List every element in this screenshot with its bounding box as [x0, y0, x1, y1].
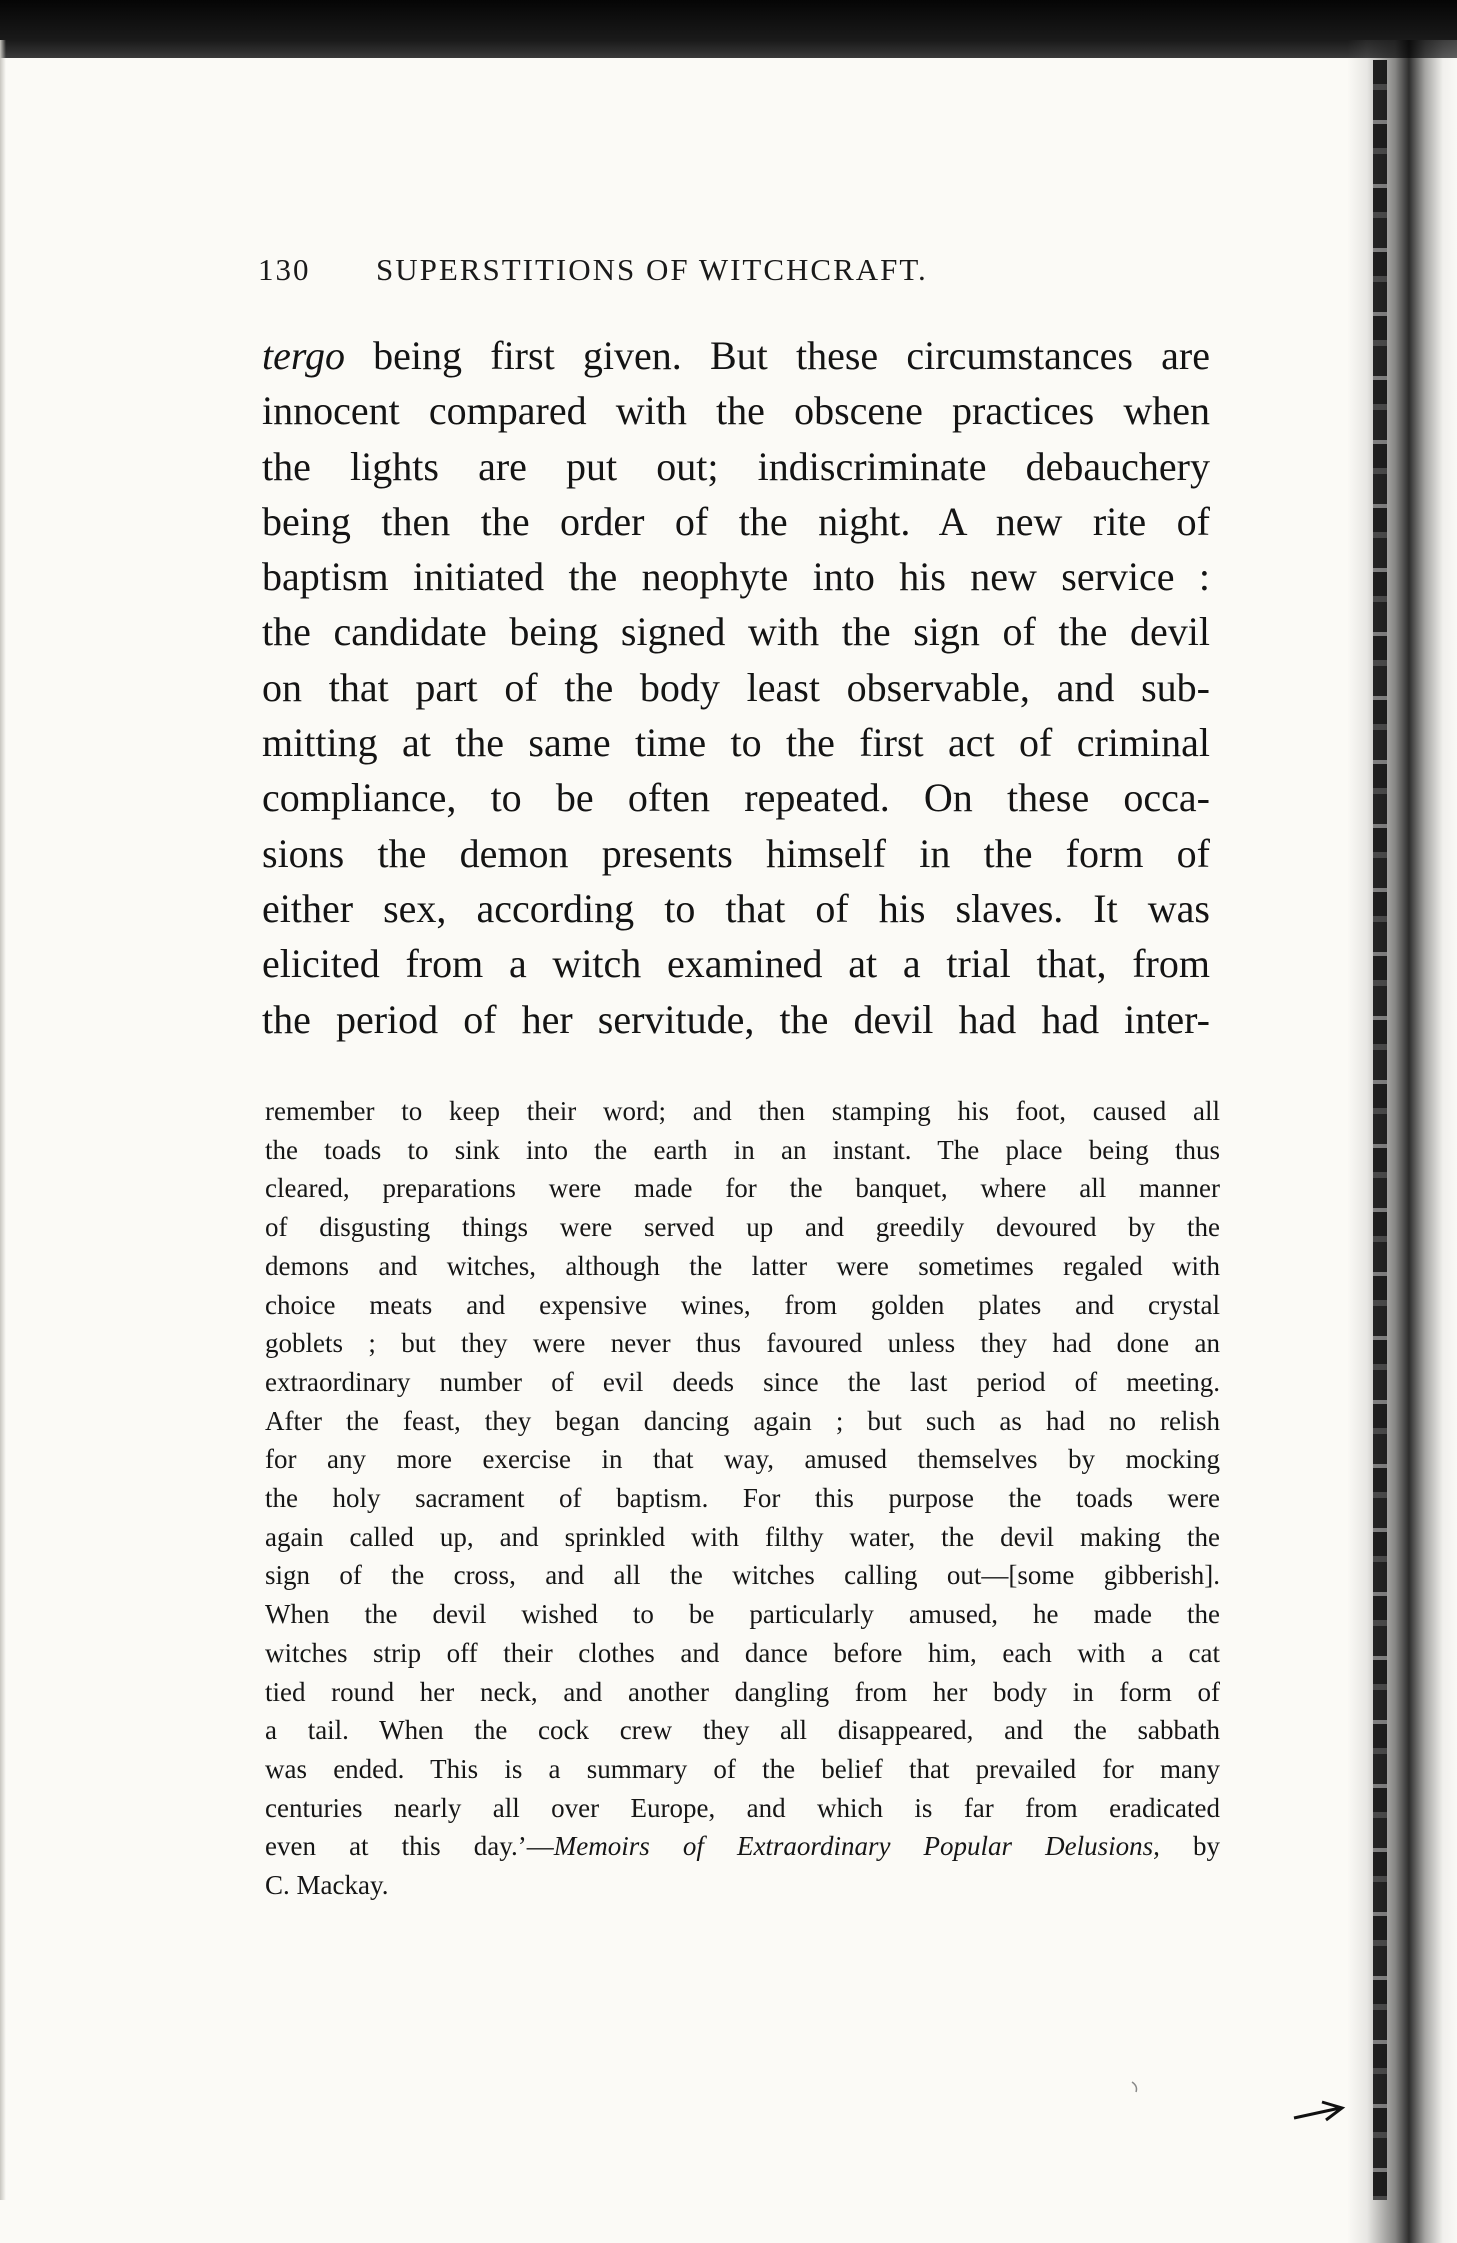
stray-pencil-mark: [1130, 2080, 1142, 2094]
footnote-line: of disgusting things were served up and greedily devoured by the: [265, 1212, 1220, 1243]
main-line: compliance, to be often repeated. On these occa-: [262, 775, 1210, 821]
main-line: baptism initiated the neophyte into his new service :: [262, 554, 1210, 600]
footnote-line: centuries nearly all over Europe, and which is far from eradicated: [265, 1792, 1220, 1823]
main-text-block: [262, 328, 1210, 1047]
main-line: the candidate being signed with the sign of the devil: [262, 609, 1210, 655]
scan-top-edge: [0, 0, 1457, 58]
footnote-line: cleared, preparations were made for the banquet, where all manner: [265, 1173, 1220, 1204]
running-head: [258, 252, 1058, 288]
footnote-line: a tail. When the cock crew they all disappeared, and the sabbath: [265, 1715, 1220, 1746]
binding-gutter-streak: [1373, 60, 1387, 2200]
main-line: the lights are put out; indiscriminate debauchery: [262, 443, 1210, 489]
footnote-line: sign of the cross, and all the witches calling out—[some gibberish].: [265, 1560, 1220, 1591]
footnote-line: choice meats and expensive wines, from golden plates and crystal: [265, 1289, 1220, 1320]
footnote-line: again called up, and sprinkled with filthy water, the devil making the: [265, 1521, 1220, 1552]
citation-lead: even at this day.’—: [265, 1831, 554, 1862]
main-line-rest: being first given. But these circumstances are: [344, 333, 1210, 378]
main-line: on that part of the body least observable, and sub-: [262, 664, 1210, 710]
footnote-citation-line: [265, 1827, 1220, 1866]
main-line: mitting at the same time to the first act of criminal: [262, 720, 1210, 766]
page-number: 130: [258, 252, 311, 287]
main-line: sions the demon presents himself in the form of: [262, 830, 1210, 876]
binding-gutter-shadow: [1347, 40, 1457, 2243]
citation-source: Memoirs of Extraordinary Popular Delusions,: [553, 1831, 1160, 1862]
footnote-line: goblets ; but they were never thus favoured unless they had done an: [265, 1328, 1220, 1359]
footnote-line: tied round her neck, and another dangling from her body in form of: [265, 1676, 1220, 1707]
italic-latin-word: tergo: [262, 333, 345, 378]
main-line: the period of her servitude, the devil had had inter-: [262, 996, 1210, 1042]
main-line: elicited from a witch examined at a trial that, from: [262, 941, 1210, 987]
citation-by: by: [1159, 1831, 1220, 1862]
footnote-line: remember to keep their word; and then stamping his foot, caused all: [265, 1096, 1220, 1126]
main-line: either sex, according to that of his slaves. It was: [262, 885, 1210, 931]
footnote-line: for any more exercise in that way, amused themselves by mocking: [265, 1444, 1220, 1475]
main-line: [262, 328, 1210, 383]
footnote-line: extraordinary number of evil deeds since the last period of meeting.: [265, 1366, 1220, 1397]
running-title: SUPERSTITIONS OF WITCHCRAFT.: [376, 252, 928, 287]
footnote-line: When the devil wished to be particularly amused, he made the: [265, 1599, 1220, 1630]
scan-left-edge: [0, 40, 6, 2200]
footnote-line: the toads to sink into the earth in an instant. The place being thus: [265, 1134, 1220, 1165]
pencil-arrow-mark: [1292, 2100, 1346, 2126]
footnote-line: demons and witches, although the latter were sometimes regaled with: [265, 1250, 1220, 1281]
footnote-line: was ended. This is a summary of the belief that prevailed for many: [265, 1753, 1220, 1784]
footnote-line: witches strip off their clothes and dance before him, each with a cat: [265, 1637, 1220, 1668]
footnote-author-line: C. Mackay.: [265, 1870, 389, 1901]
main-line: being then the order of the night. A new rite of: [262, 498, 1210, 544]
footnote-block: [265, 1092, 1220, 1905]
footnote-line: the holy sacrament of baptism. For this purpose the toads were: [265, 1483, 1220, 1514]
main-line: innocent compared with the obscene practices when: [262, 388, 1210, 434]
footnote-line: After the feast, they began dancing again ; but such as had no relish: [265, 1405, 1220, 1436]
